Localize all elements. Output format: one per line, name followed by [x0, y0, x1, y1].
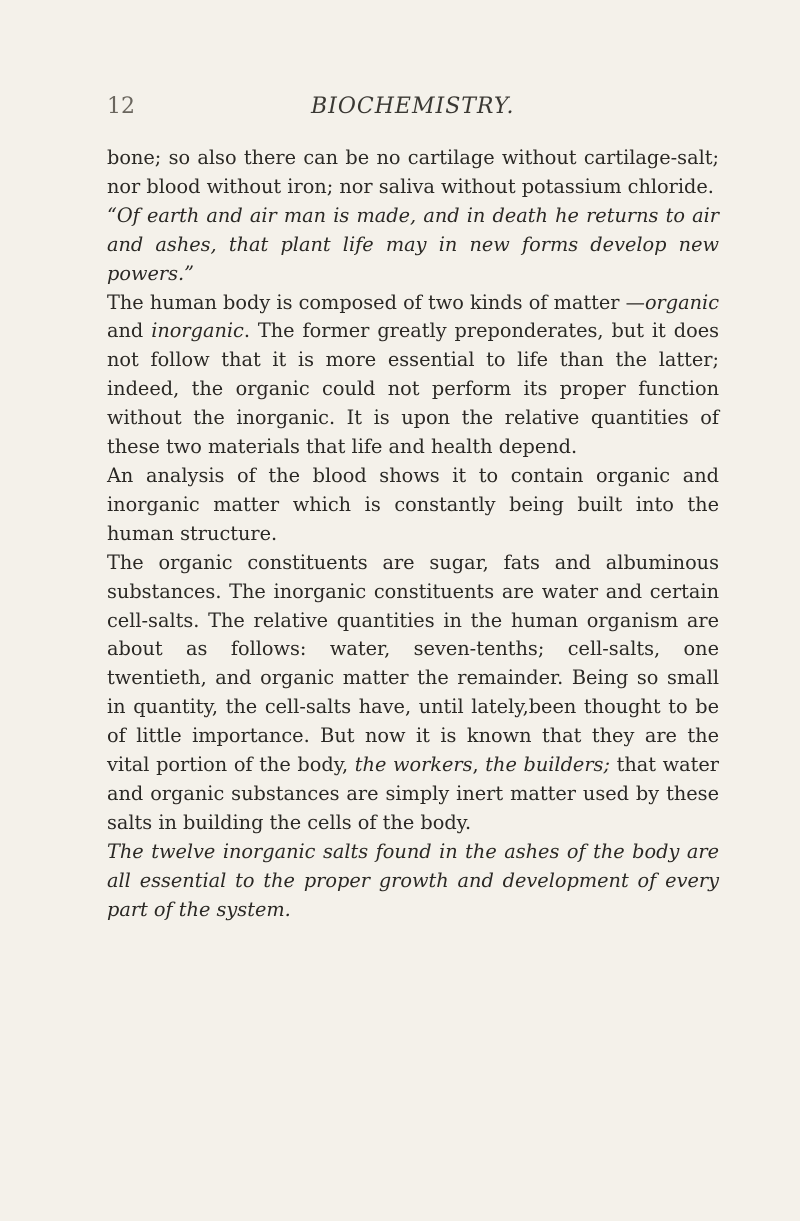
- closing-statement: The twelve inorganic salts found in the ashes of the body are all essential to the proper growth and development of every part of the system.: [107, 839, 719, 921]
- paragraph-5-comma: ,: [472, 753, 486, 777]
- paragraph-quote: [107, 202, 719, 289]
- paragraph-3-and: and: [107, 319, 152, 343]
- paragraph-5: [107, 549, 719, 838]
- book-page: [107, 94, 719, 924]
- running-title: BIOCHEMISTRY.: [311, 94, 515, 119]
- paragraph-3-a: The human body is composed of two kinds of matter —: [107, 290, 645, 314]
- term-organic: organic: [644, 290, 719, 314]
- page-number: 12: [107, 94, 135, 119]
- paragraph-5-a: The organic constituents are sugar, fats and albuminous substances. The inorganic constituents are water and certain cell-salts. The relative quantities in the human organism are about as follows: water, seven-tenths; cell-salts, one twentieth, and organic matter the remainder. Being so small in quantity, the cell-salts have, until lately,been thought to be of little importance. But now it is known that they are the vital portion of the body,: [107, 550, 719, 777]
- paragraph-5-b: that water and organic substances are simply inert matter used by these salts in building the cells of the body.: [107, 753, 719, 834]
- paragraph-1: bone; so also there can be no cartilage without cartilage-salt; nor blood without iron; nor saliva without potassium chloride.: [107, 146, 719, 198]
- paragraph-6: [107, 838, 719, 925]
- term-builders: the builders;: [485, 753, 610, 777]
- term-inorganic: inorganic: [151, 319, 244, 343]
- paragraph-4: An analysis of the blood shows it to contain organic and inorganic matter which is constantly being built into the human structure.: [107, 463, 719, 545]
- body-text: [107, 144, 719, 924]
- paragraph-3: [107, 289, 719, 462]
- term-workers: the workers: [354, 753, 473, 777]
- paragraph-3-b: . The former greatly preponderates, but it does not follow that it is more essential to life than the latter; indeed, the organic could not perform its proper function without the inorganic. It is upon the relative quantities of these two materials that life and health depend.: [107, 319, 719, 459]
- quotation: “Of earth and air man is made, and in death he returns to air and ashes, that plant life may in new forms develop new powers.”: [107, 203, 719, 285]
- page-header: [107, 94, 719, 124]
